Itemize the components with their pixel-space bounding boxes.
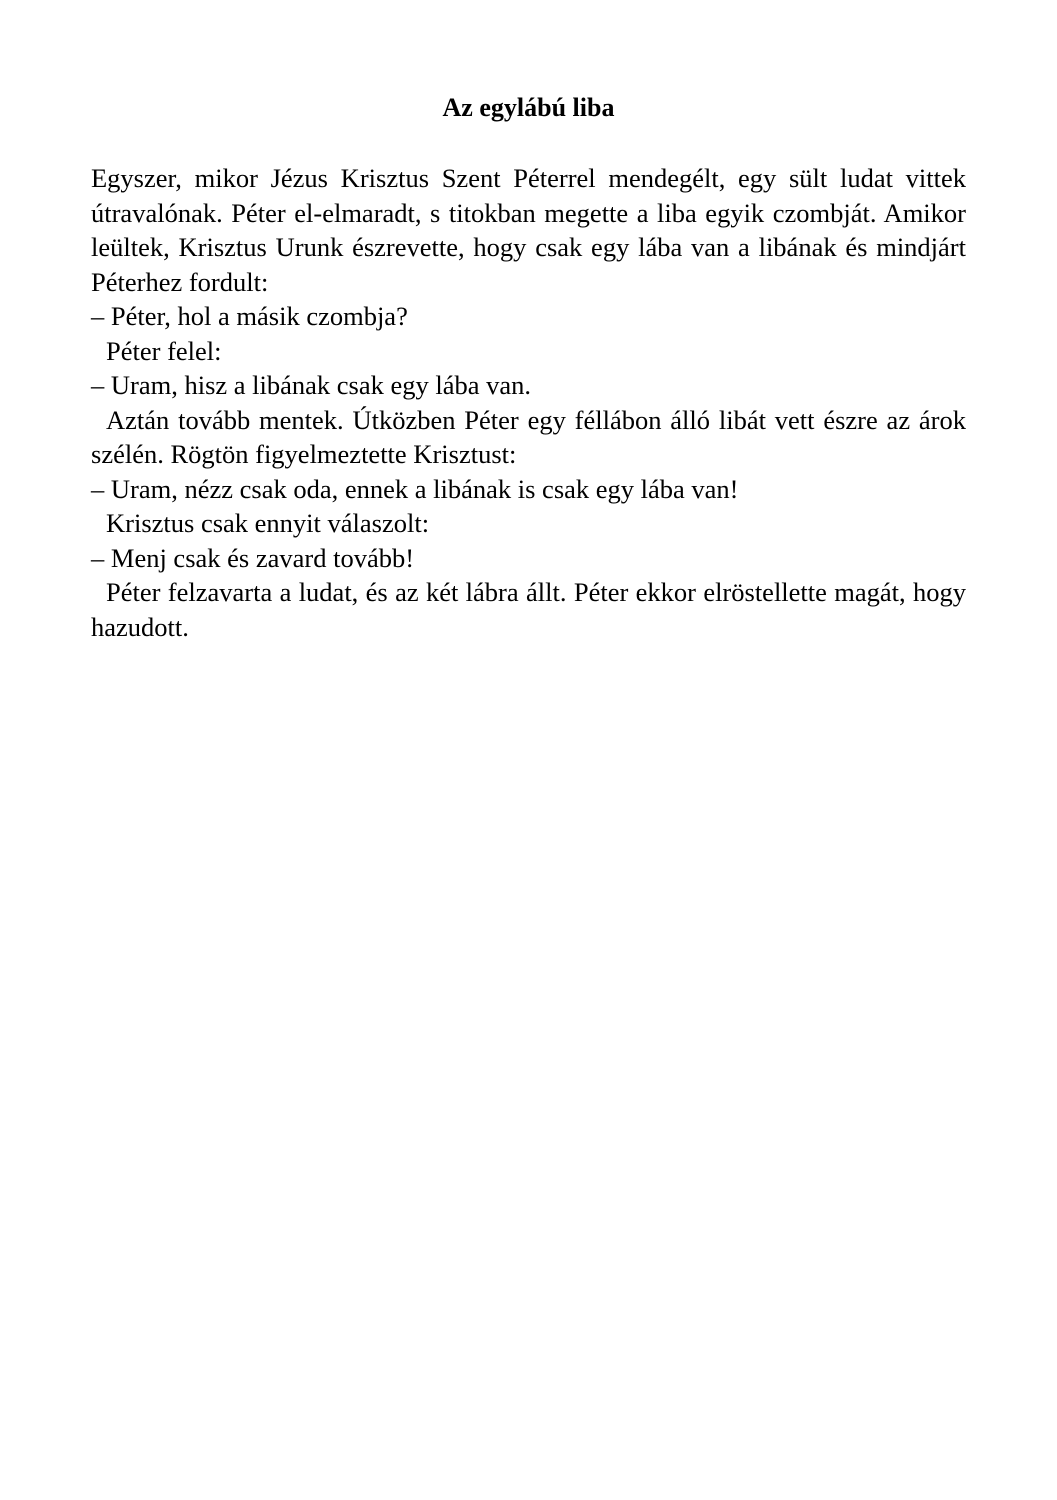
dialogue-line: – Péter, hol a másik czombja? [91,301,408,331]
dialogue-line: – Uram, hisz a libának csak egy lába van. [91,370,532,400]
paragraph: Péter felel: [106,335,222,366]
paragraph: Krisztus csak ennyit válaszolt: [106,508,430,538]
dialogue-line: – Menj csak és zavard tovább! [91,542,415,573]
story-text [91,161,966,644]
paragraph: Aztán tovább mentek. Útközben Péter egy féllábon álló libát vett észre az árok szélén. Rögtön figyelmeztette Krisztust: [91,404,966,469]
dialogue-line: – Uram, nézz csak oda, ennek a libának is csak egy lába van! [91,473,739,504]
paragraph-closing: Péter felzavarta a ludat, és az két lábra állt. Péter ekkor elröstellette magát, hogy hazudott. [91,577,966,642]
page-title: Az egylábú liba [442,93,615,122]
paragraph-intro: Egyszer, mikor Jézus Krisztus Szent Péterrel mendegélt, egy sült ludat vittek útravalónak. Péter el-elmaradt, s titokban megette a liba egyik czombját. Amikor leültek, Krisztus Urunk észrevette, hogy csak egy lába van a libának és mindjárt Péterhez fordult: [91,163,966,297]
